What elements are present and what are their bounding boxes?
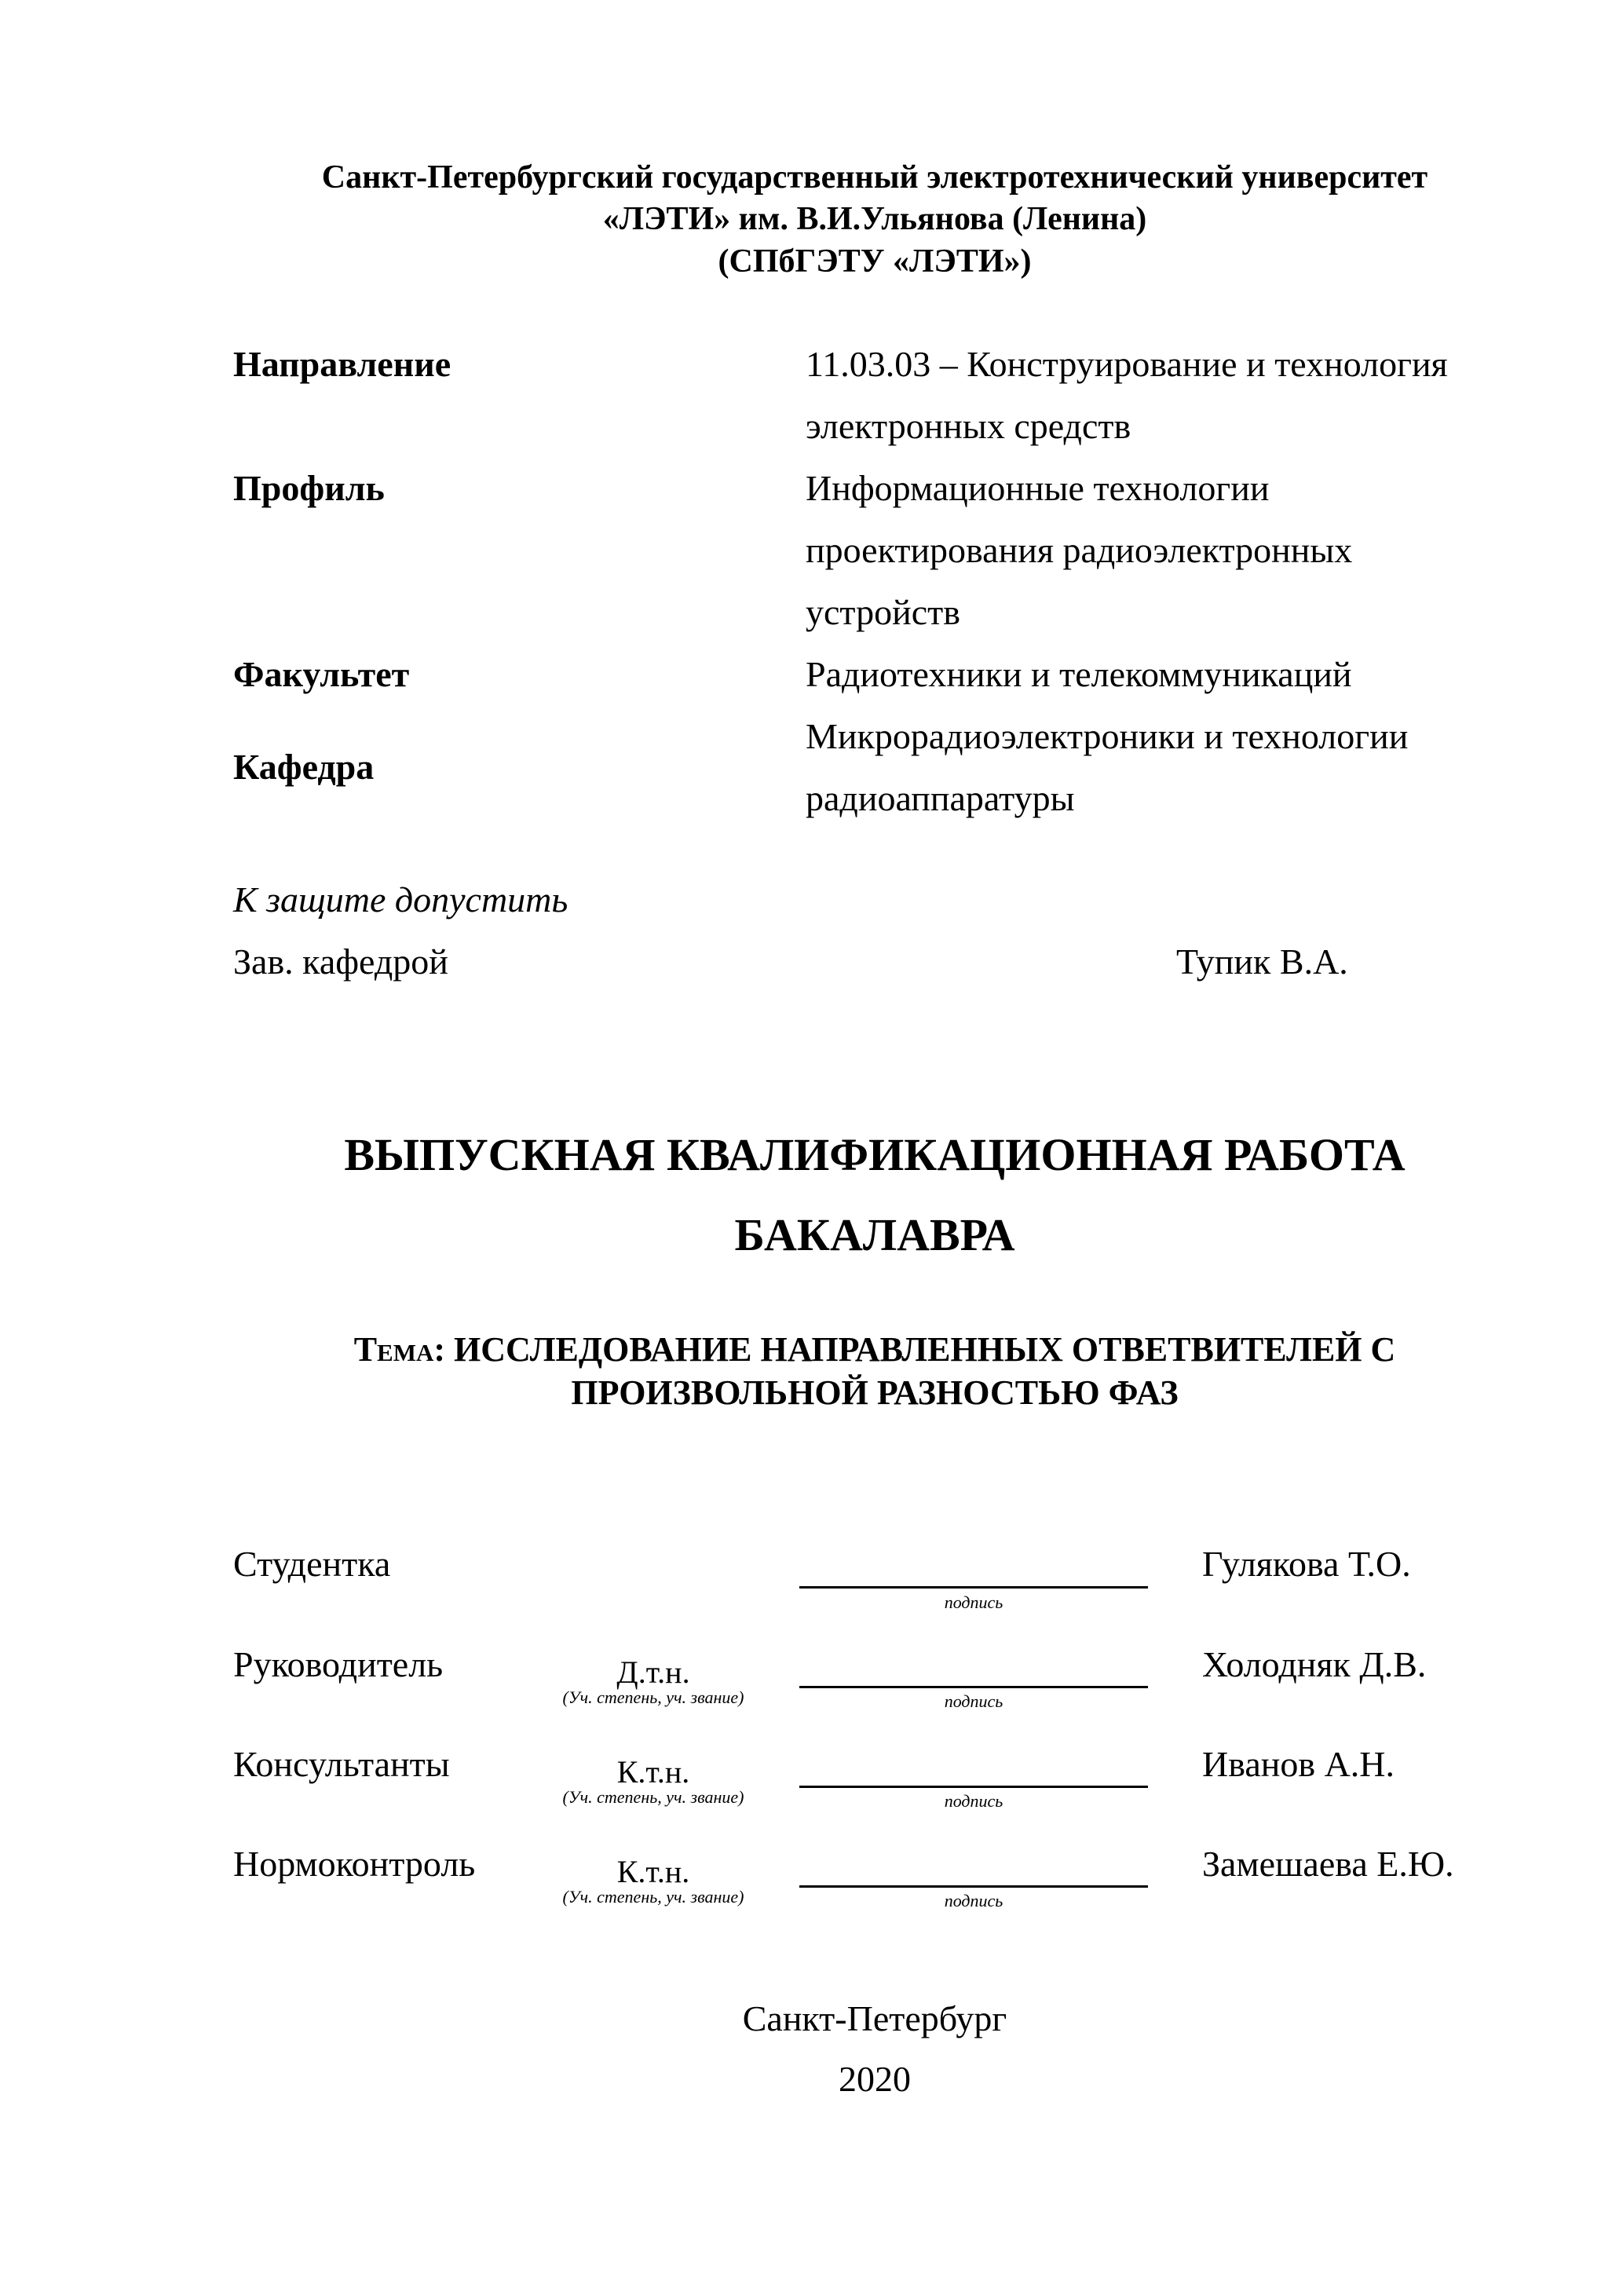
degree-hint: (Уч. степень, уч. звание) [562, 1687, 744, 1707]
role-supervisor: Руководитель [233, 1644, 444, 1684]
signature-hint: подпись [944, 1891, 1003, 1910]
label-profile: Профиль [233, 468, 385, 508]
year: 2020 [839, 2059, 911, 2099]
name-consultant: Иванов А.Н. [1202, 1744, 1395, 1784]
value-direction: 11.03.03 – Конструирование и технология [806, 344, 1448, 384]
value-direction-2: электронных средств [806, 406, 1131, 446]
label-department: Кафедра [233, 747, 375, 787]
value-department: Микрорадиоэлектроники и технологии [806, 716, 1409, 756]
name-student: Гулякова Т.О. [1202, 1544, 1411, 1584]
degree-normcontrol: К.т.н. [616, 1854, 690, 1889]
degree-hint: (Уч. степень, уч. звание) [562, 1887, 744, 1907]
topic-prefix: Тема: [353, 1330, 446, 1369]
head-name: Тупик В.А. [1176, 941, 1348, 982]
value-profile-3: устройств [806, 592, 960, 632]
topic-text: ИССЛЕДОВАНИЕ НАПРАВЛЕННЫХ ОТВЕТВИТЕЛЕЙ С [454, 1330, 1396, 1369]
name-supervisor: Холодняк Д.В. [1202, 1644, 1427, 1684]
signature-line [799, 1786, 1148, 1788]
value-faculty: Радиотехники и телекоммуникаций [806, 654, 1352, 694]
university-abbr: (СПбГЭТУ «ЛЭТИ») [718, 243, 1032, 280]
signature-line [799, 1686, 1148, 1688]
university-name-2: «ЛЭТИ» им. В.И.Ульянова (Ленина) [602, 201, 1147, 237]
topic-line [353, 1330, 1396, 1369]
role-consultants: Консультанты [233, 1744, 450, 1784]
degree-supervisor: Д.т.н. [616, 1654, 690, 1690]
university-name: Санкт-Петербургский государственный электротехнический университет [321, 159, 1428, 196]
admit-label: К защите допустить [233, 879, 568, 919]
role-student: Студентка [233, 1544, 391, 1584]
label-direction: Направление [233, 344, 451, 384]
city: Санкт-Петербург [742, 1998, 1007, 2038]
signature-hint: подпись [944, 1691, 1003, 1711]
head-label: Зав. кафедрой [233, 941, 448, 982]
document-title: ВЫПУСКНАЯ КВАЛИФИКАЦИОННАЯ РАБОТА [344, 1129, 1406, 1180]
degree-hint: (Уч. степень, уч. звание) [562, 1787, 744, 1807]
label-faculty: Факультет [233, 654, 410, 694]
value-profile: Информационные технологии [806, 468, 1270, 508]
signature-line [799, 1885, 1148, 1888]
signature-line [799, 1586, 1148, 1589]
signature-hint: подпись [944, 1791, 1003, 1811]
document-title-2: БАКАЛАВРА [734, 1209, 1015, 1260]
signature-hint: подпись [944, 1592, 1003, 1612]
degree-consultant: К.т.н. [616, 1754, 690, 1790]
value-profile-2: проектирования радиоэлектронных [806, 530, 1353, 570]
role-normcontrol: Нормоконтроль [233, 1844, 476, 1884]
value-department-2: радиоаппаратуры [806, 778, 1075, 818]
name-normcontrol: Замешаева Е.Ю. [1202, 1844, 1454, 1884]
topic-line-2: ПРОИЗВОЛЬНОЙ РАЗНОСТЬЮ ФАЗ [571, 1373, 1179, 1412]
